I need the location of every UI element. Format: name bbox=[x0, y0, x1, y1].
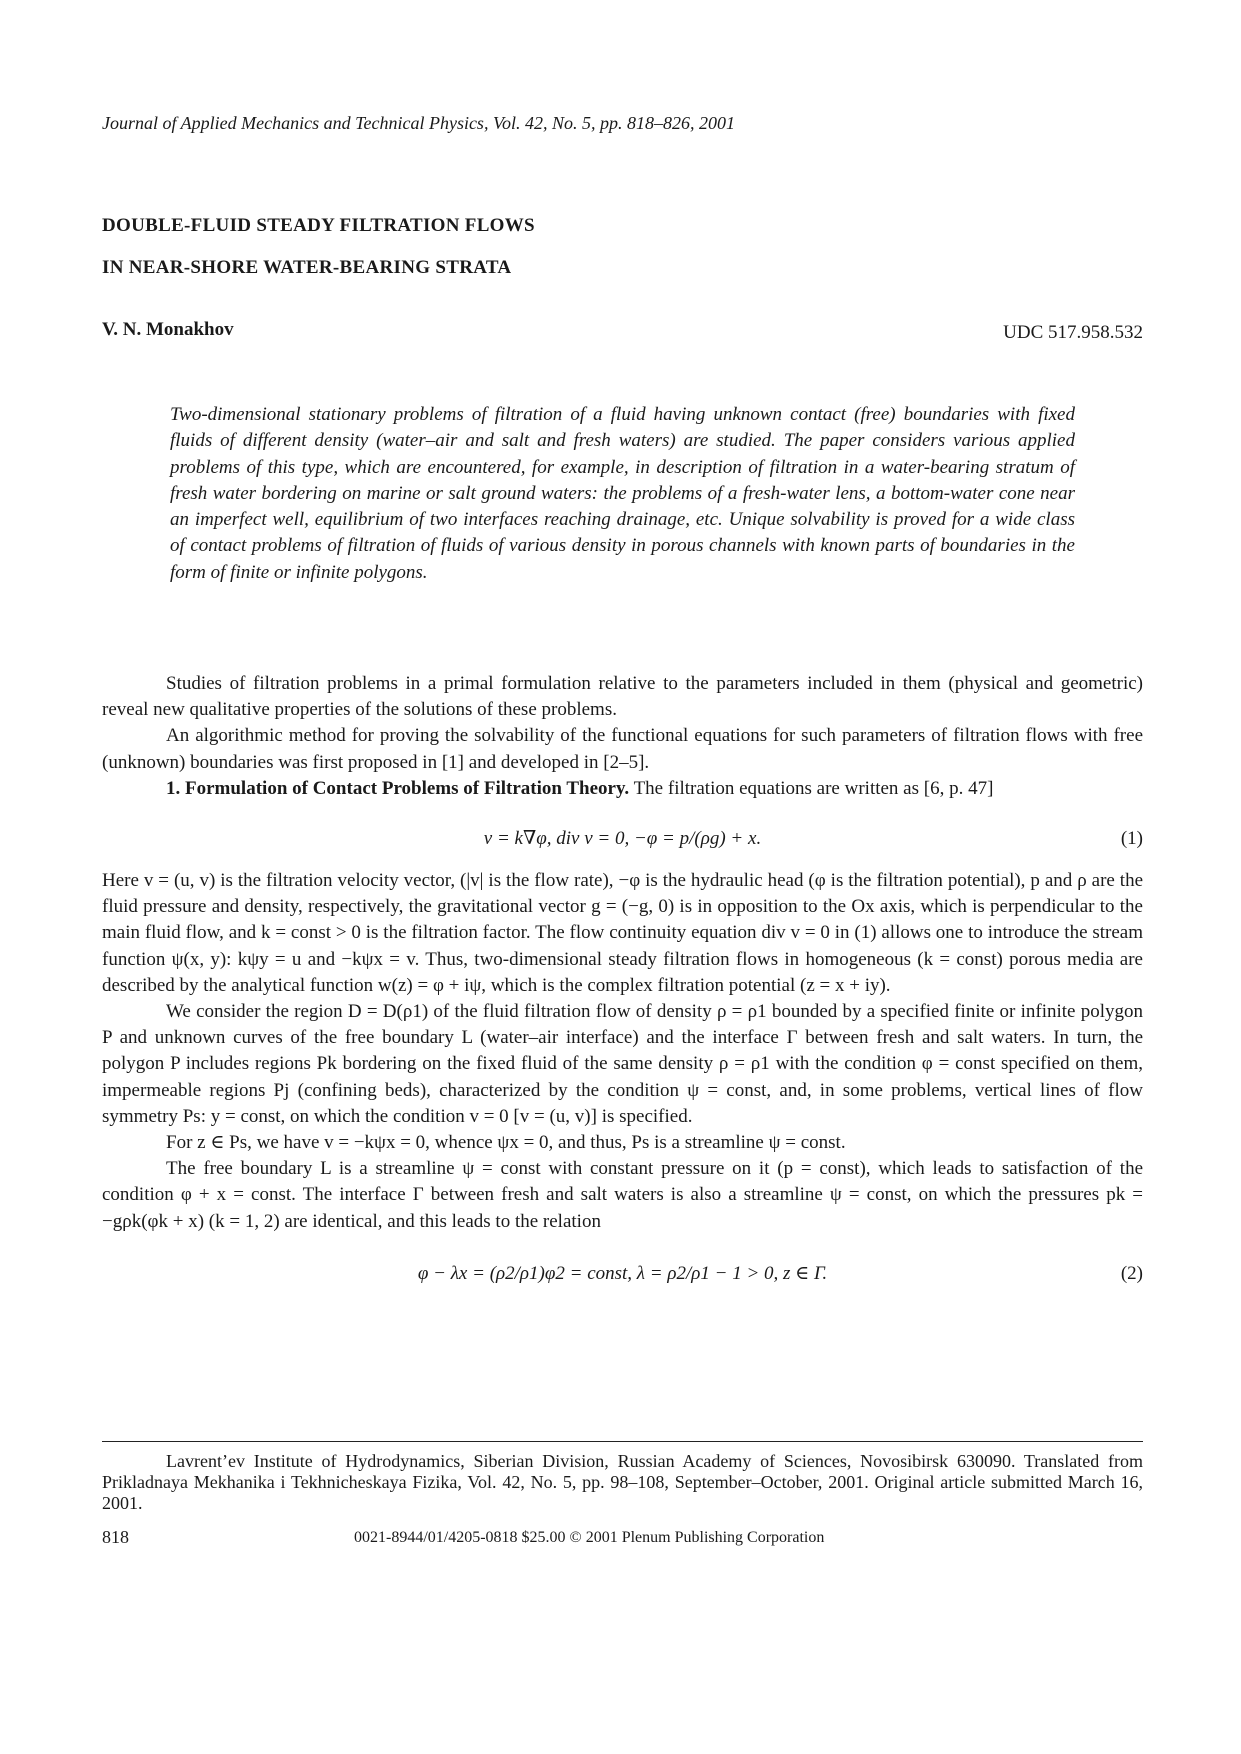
section-intro-text: The filtration equations are written as [6, p. 47] bbox=[629, 777, 994, 799]
article-title-line-2: IN NEAR-SHORE WATER-BEARING STRATA bbox=[102, 257, 512, 278]
footnote bbox=[102, 1451, 1143, 1514]
paragraph-definitions: Here v = (u, v) is the filtration velocity vector, (|v| is the flow rate), −φ is the hydraulic head (φ is the filtration potential), p and ρ are the fluid pressure and density, respectively, the gravitational vector g = (−g, 0) is in opposition to the Ox axis, which is perpendicular to the main fluid flow, and k = const > 0 is the filtration factor. The flow continuity equation div v = 0 in (1) allows one to introduce the stream function ψ(x, y): kψy = u and −kψx = v. Thus, two-dimensional steady filtration flows in homogeneous (k = const) porous media are described by the analytical function w(z) = φ + iψ, which is the complex filtration potential (z = x + iy). bbox=[102, 870, 1143, 996]
paragraph-free-boundary: The free boundary L is a streamline ψ = const with constant pressure on it (p = const), which leads to satisfaction of the condition φ + x = const. The interface Γ between fresh and salt waters is also a streamline ψ = const, on which the pressures pk = −gρk(φk + x) (k = 1, 2) are identical, and this leads to the relation bbox=[102, 1158, 1143, 1232]
paragraph-intro: Studies of filtration problems in a primal formulation relative to the parameters included in them (physical and geometric) reveal new qualitative properties of the solutions of these problems. bbox=[102, 673, 1143, 721]
journal-citation: Journal of Applied Mechanics and Technical Physics, Vol. 42, No. 5, pp. 818–826, 2001 bbox=[102, 113, 735, 133]
equation-1-number: (1) bbox=[1120, 828, 1143, 850]
body-text bbox=[102, 671, 1143, 1303]
equation-2 bbox=[102, 1255, 1143, 1291]
footnote-divider bbox=[102, 1441, 1143, 1442]
paragraph-region: We consider the region D = D(ρ1) of the fluid filtration flow of density ρ = ρ1 bounded by a specified finite or infinite polygon P and unknown curves of the free boundary L (water–air interface) and the interface Γ between fresh and salt waters. In turn, the polygon P includes regions Pk bordering on the fixed fluid of the same density ρ = ρ1 with the condition φ = const specified on them, impermeable regions Pj (confining beds), characterized by the condition ψ = const, and, in some problems, vertical lines of flow symmetry Ps: y = const, on which the condition v = 0 [v = (u, v)] is specified. bbox=[102, 1001, 1143, 1127]
article-title-line-1: DOUBLE-FLUID STEADY FILTRATION FLOWS bbox=[102, 215, 535, 236]
udc-code: UDC 517.958.532 bbox=[1003, 322, 1143, 343]
equation-2-number: (2) bbox=[1120, 1262, 1143, 1284]
equation-1-math: v = k∇φ, div v = 0, −φ = p/(ρg) + x. bbox=[483, 828, 762, 850]
equation-2-math: φ − λx = (ρ2/ρ1)φ2 = const, λ = ρ2/ρ1 − 1 > 0, z ∈ Γ. bbox=[417, 1262, 828, 1284]
paragraph-method: An algorithmic method for proving the solvability of the functional equations for such parameters of filtration flows with free (unknown) boundaries was first proposed in [1] and developed in [2–5]. bbox=[102, 725, 1143, 773]
author-name: V. N. Monakhov bbox=[102, 319, 234, 340]
section-heading: 1. Formulation of Contact Problems of Filtration Theory. bbox=[166, 777, 630, 799]
affiliation-note: Lavrent’ev Institute of Hydrodynamics, Siberian Division, Russian Academy of Sciences, Novosibirsk 630090. Translated from Prikladnaya Mekhanika i Tekhnicheskaya Fizika, Vol. 42, No. 5, pp. 98–108, September–October, 2001. Original article submitted March 16, 2001. bbox=[102, 1451, 1143, 1513]
abstract: Two-dimensional stationary problems of filtration of a fluid having unknown contact (free) boundaries with fixed fluids of different density (water–air and salt and fresh waters) are studied. The paper considers various applied problems of this type, which are encountered, for example, in description of filtration in a water-bearing stratum of fresh water bordering on marine or salt ground waters: the problems of a fresh-water lens, a bottom-water cone near an imperfect well, equilibrium of two interfaces reaching drainage, etc. Unique solvability is proved for a wide class of contact problems of filtration of fluids of various density in porous channels with known parts of boundaries in the form of finite or infinite polygons. bbox=[170, 404, 1075, 583]
equation-1 bbox=[102, 820, 1143, 856]
paragraph-symmetry: For z ∈ Ps, we have v = −kψx = 0, whence ψx = 0, and thus, Ps is a streamline ψ = const. bbox=[166, 1132, 846, 1154]
page-number: 818 bbox=[102, 1527, 129, 1547]
paragraph-section-1 bbox=[102, 776, 1143, 802]
copyright-line: 0021-8944/01/4205-0818 $25.00 © 2001 Plenum Publishing Corporation bbox=[354, 1529, 825, 1546]
